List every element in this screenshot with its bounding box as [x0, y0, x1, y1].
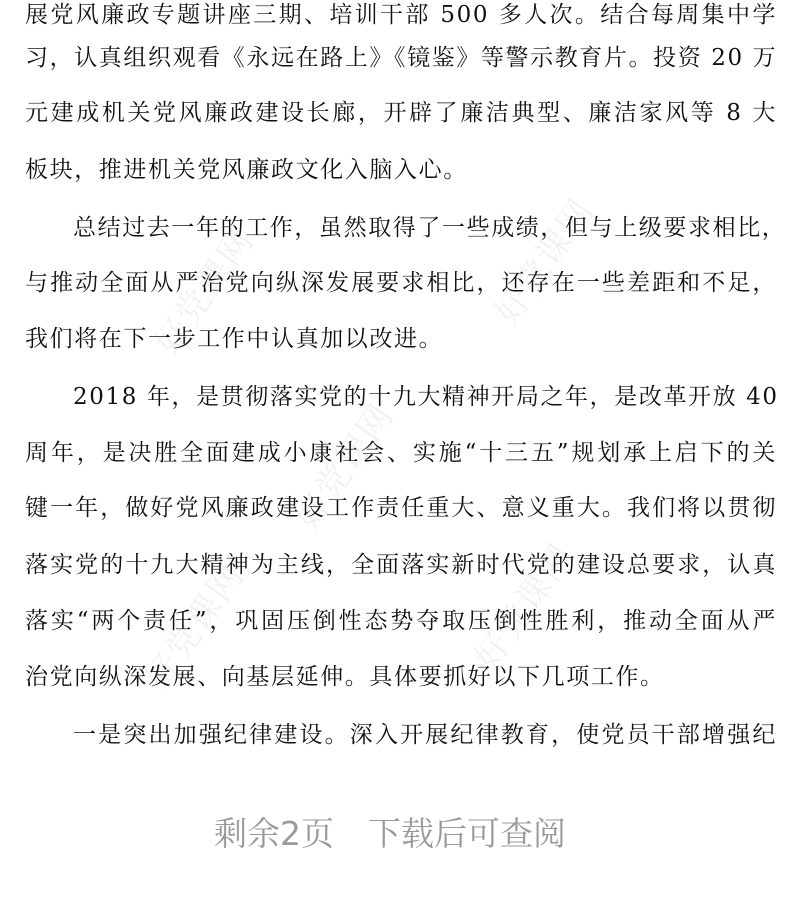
watermark: 好党课网	[487, 191, 603, 332]
text-line: 习，认真组织观看《永远在路上》《镜鉴》等警示教育片。投资 20 万	[25, 45, 778, 71]
watermark: 好党课网	[137, 556, 253, 697]
text-line: 治党向纵深发展、向基层延伸。具体要抓好以下几项工作。	[25, 664, 665, 690]
text-line: 我们将在下一步工作中认真加以改进。	[25, 326, 444, 352]
paragraph-first-line: 总结过去一年的工作，虽然取得了一些成绩，但与上级要求相比，	[73, 215, 787, 241]
watermark: 好党课网	[287, 396, 403, 537]
watermark: 好党课网	[467, 536, 583, 677]
paragraph-first-line: 一是突出加强纪律建设。深入开展纪律教育，使党员干部增强纪	[73, 722, 777, 748]
text-line: 与推动全面从严治党向纵深发展要求相比，还存在一些差距和不足，	[25, 270, 777, 296]
paragraph-first-line: 2018 年，是贯彻落实党的十九大精神开局之年，是改革开放 40	[73, 384, 779, 410]
text-line: 键一年，做好党风廉政建设工作责任重大、意义重大。我们将以贯彻	[25, 495, 777, 521]
text-line: 板块，推进机关党风廉政文化入脑入心。	[25, 157, 468, 183]
watermark: 好党课网	[147, 221, 263, 362]
text-line: 元建成机关党风廉政建设长廊，开辟了廉洁典型、廉洁家风等 8 大	[25, 100, 777, 126]
remaining-pages-label: 剩余2页	[214, 814, 334, 853]
download-label: 下载后可查阅	[368, 814, 566, 853]
text-line: 落实“两个责任”，巩固压倒性态势夺取压倒性胜利，推动全面从严	[25, 608, 777, 634]
download-to-read-more-prompt[interactable]	[0, 808, 780, 855]
text-line: 落实党的十九大精神为主线，全面落实新时代党的建设总要求，认真	[25, 552, 777, 578]
text-line: 周年，是决胜全面建成小康社会、实施“十三五”规划承上启下的关	[25, 440, 777, 466]
text-line: 展党风廉政专题讲座三期、培训干部 500 多人次。结合每周集中学	[25, 2, 777, 28]
